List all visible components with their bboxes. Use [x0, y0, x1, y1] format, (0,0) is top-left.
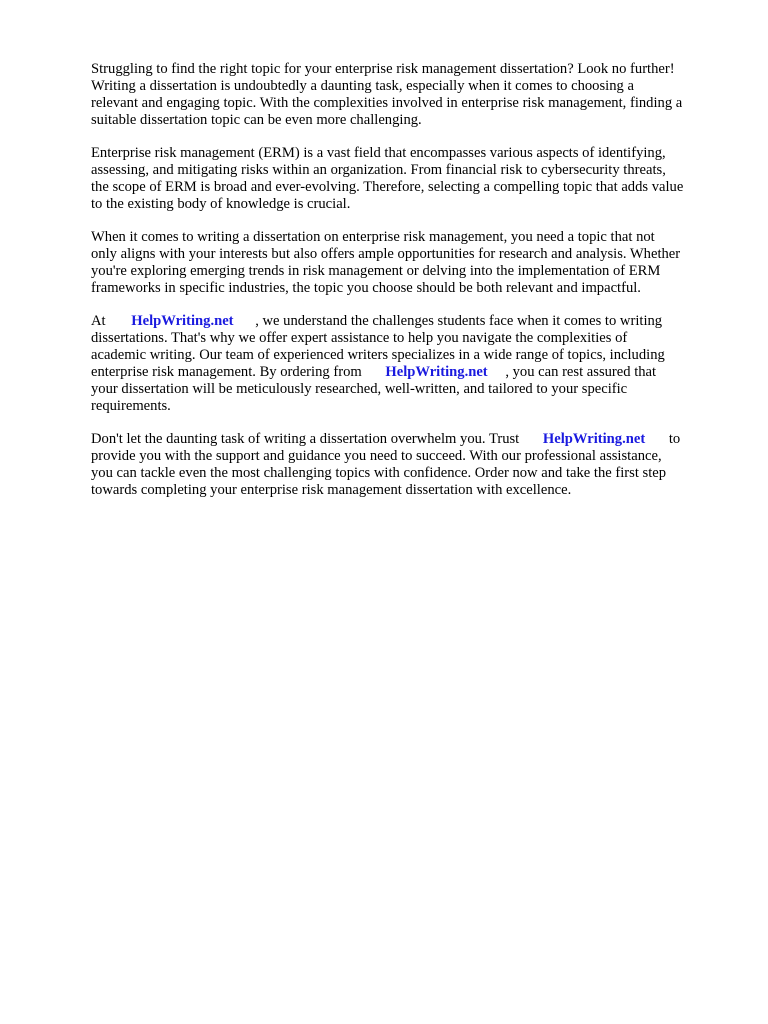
- paragraph-line: [91, 364, 656, 381]
- paragraph-line: suitable dissertation topic can be even more challenging.: [91, 112, 422, 128]
- paragraph-line: you're exploring emerging trends in risk management or delving into the implementation of ERM: [91, 263, 661, 279]
- paragraph-line: [91, 313, 662, 330]
- paragraph-line: dissertations. That's why we offer expert assistance to help you navigate the complexities of: [91, 330, 628, 346]
- paragraph-line: When it comes to writing a dissertation on enterprise risk management, you need a topic that not: [91, 229, 655, 245]
- paragraph-line: Enterprise risk management (ERM) is a vast field that encompasses various aspects of identifying,: [91, 145, 666, 161]
- helpwriting-link[interactable]: HelpWriting.net: [385, 364, 488, 380]
- paragraph-line: frameworks in specific industries, the topic you choose should be both relevant and impactful.: [91, 280, 641, 296]
- paragraph-line: only aligns with your interests but also offers ample opportunities for research and analysis. Whether: [91, 246, 681, 262]
- paragraph-line: requirements.: [91, 398, 171, 414]
- paragraph-line: academic writing. Our team of experienced writers specializes in a wide range of topics, including: [91, 347, 665, 363]
- paragraph-text: to: [668, 431, 681, 447]
- paragraph-line: relevant and engaging topic. With the complexities involved in enterprise risk management, finding a: [91, 95, 683, 111]
- helpwriting-link[interactable]: HelpWriting.net: [131, 313, 234, 329]
- paragraph-text: At: [91, 313, 106, 329]
- paragraph-line: Writing a dissertation is undoubtedly a daunting task, especially when it comes to choosing a: [91, 78, 634, 94]
- helpwriting-link[interactable]: HelpWriting.net: [542, 431, 646, 447]
- paragraph-text: Don't let the daunting task of writing a dissertation overwhelm you. Trust: [91, 431, 520, 447]
- paragraph-text: enterprise risk management. By ordering from: [91, 364, 362, 380]
- paragraph-line: towards completing your enterprise risk management dissertation with excellence.: [91, 482, 572, 498]
- paragraph-line: provide you with the support and guidance you need to succeed. With our professional assistance,: [91, 448, 662, 464]
- paragraph-text: , we understand the challenges students face when it comes to writing: [255, 313, 663, 329]
- paragraph-line: to the existing body of knowledge is crucial.: [91, 196, 351, 212]
- paragraph-line: [91, 431, 680, 448]
- paragraph-line: assessing, and mitigating risks within an organization. From financial risk to cybersecurity threats,: [91, 162, 666, 178]
- paragraph-line: your dissertation will be meticulously researched, well-written, and tailored to your specific: [91, 381, 628, 397]
- paragraph-line: the scope of ERM is broad and ever-evolving. Therefore, selecting a compelling topic that adds value: [91, 179, 684, 195]
- paragraph-text: , you can rest assured that: [505, 364, 657, 380]
- paragraph-line: you can tackle even the most challenging topics with confidence. Order now and take the first step: [91, 465, 667, 481]
- paragraph-line: Struggling to find the right topic for your enterprise risk management dissertation? Look no further!: [91, 61, 675, 77]
